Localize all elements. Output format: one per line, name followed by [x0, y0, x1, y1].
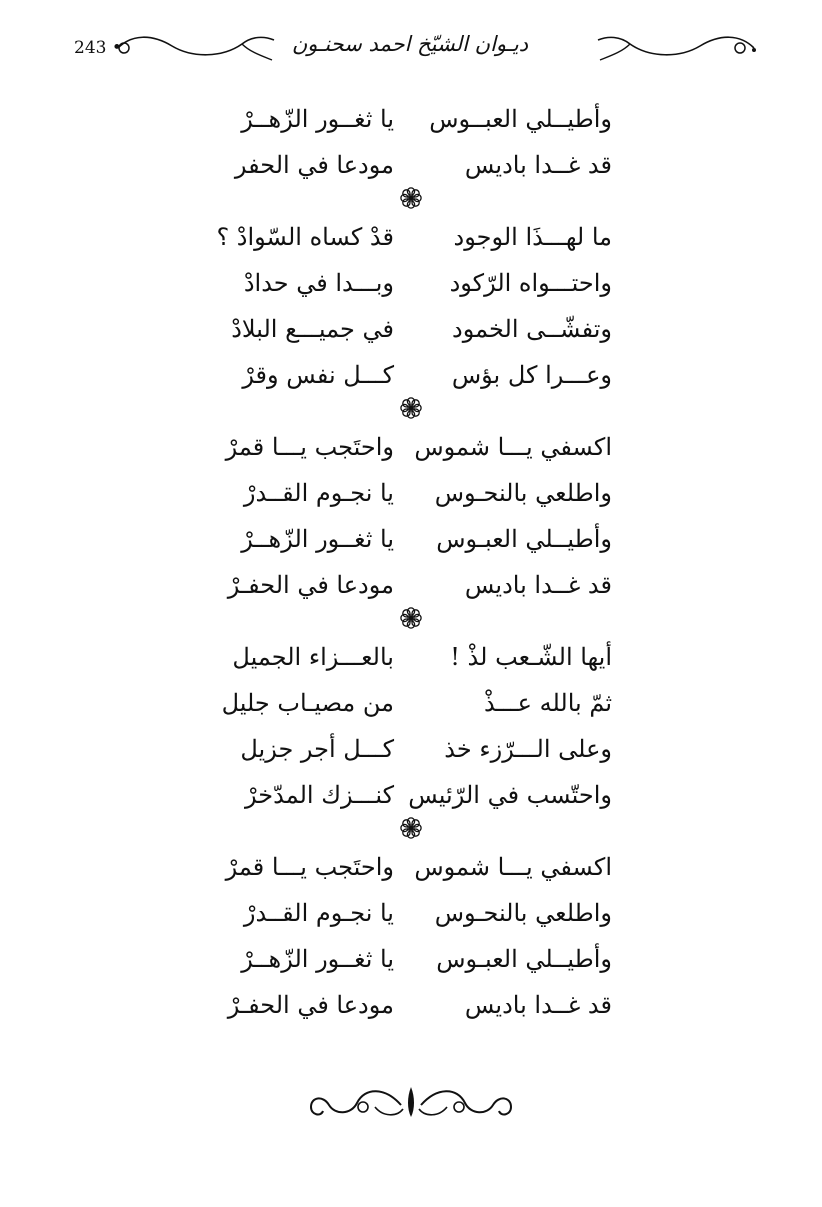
verse-second-hemistich: يا ثغــور الزّهــرْ: [241, 945, 394, 973]
verse-first-hemistich: واطلعي بالنحـوس: [434, 479, 612, 507]
verse-second-hemistich: قدْ كساه السّوادْ ؟: [216, 223, 394, 251]
verse-line: [0, 634, 822, 680]
verse-second-hemistich: مودعا في الحفـرْ: [227, 571, 394, 599]
verse-second-hemistich: كـــل أجر جزيل: [240, 735, 394, 763]
verse-line: [0, 142, 822, 188]
verse-first-hemistich: وعلى الـــرّزء خذ: [444, 735, 612, 763]
verse-first-hemistich: وأطيــلي العبــوس: [429, 105, 612, 133]
verse-line: [0, 306, 822, 352]
verse-line: [0, 772, 822, 818]
stanza-separator-icon: [399, 396, 423, 420]
verse-second-hemistich: واحتَجب يـــا قمرْ: [225, 433, 394, 461]
verse-second-hemistich: وبـــدا في حدادْ: [243, 269, 394, 297]
verse-first-hemistich: قد غــدا باديس: [464, 151, 612, 179]
stanza-separator-icon: [399, 186, 423, 210]
verse-first-hemistich: واطلعي بالنحـوس: [434, 899, 612, 927]
page-header: [60, 28, 760, 68]
verse-first-hemistich: واحتّسب في الرّئيس: [408, 781, 612, 809]
verse-second-hemistich: يا ثغــور الزّهــرْ: [241, 525, 394, 553]
verse-line: [0, 470, 822, 516]
stanza-separator-icon: [399, 816, 423, 840]
verse-line: [0, 352, 822, 398]
verse-second-hemistich: بالعـــزاء الجميل: [232, 643, 394, 671]
verse-first-hemistich: ما لهـــذَا الوجود: [453, 223, 612, 251]
verse-first-hemistich: قد غــدا باديس: [464, 991, 612, 1019]
verse-line: [0, 214, 822, 260]
verse-second-hemistich: يا نجـوم القــدرْ: [243, 479, 394, 507]
verse-second-hemistich: كـــل نفس وقرْ: [242, 361, 394, 389]
verse-second-hemistich: من مصيـاب جليل: [221, 689, 394, 717]
page-number: 243 •: [74, 38, 122, 58]
verse-first-hemistich: واحتـــواه الرّكود: [449, 269, 612, 297]
verse-second-hemistich: في جميـــع البلادْ: [231, 315, 394, 343]
verse-second-hemistich: مودعا في الحفـرْ: [227, 991, 394, 1019]
verse-line: [0, 936, 822, 982]
verse-line: [0, 260, 822, 306]
verse-second-hemistich: يا ثغــور الزّهــرْ: [241, 105, 394, 133]
verse-first-hemistich: وعـــرا كل بؤس: [451, 361, 612, 389]
footer-ornament-icon: [305, 1083, 517, 1127]
verse-first-hemistich: وأطيــلي العبـوس: [436, 945, 612, 973]
verse-first-hemistich: قد غــدا باديس: [464, 571, 612, 599]
verse-line: [0, 726, 822, 772]
verse-first-hemistich: ثمّ بالله عـــذْ: [483, 689, 612, 717]
verse-first-hemistich: أيها الشّـعب لذْ !: [450, 643, 612, 671]
verse-line: [0, 516, 822, 562]
verse-line: [0, 890, 822, 936]
stanza-separator-icon: [399, 606, 423, 630]
verse-first-hemistich: وتفشّــى الخمود: [452, 315, 612, 343]
book-title: ديـوان الشيّخ احمد سحنـون: [291, 32, 529, 56]
verse-second-hemistich: مودعا في الحفر: [234, 151, 394, 179]
verse-first-hemistich: اكسفي يـــا شموس: [414, 433, 612, 461]
verse-second-hemistich: يا نجـوم القــدرْ: [243, 899, 394, 927]
verse-first-hemistich: وأطيــلي العبـوس: [436, 525, 612, 553]
header-flourish-right: [580, 30, 760, 66]
verse-first-hemistich: اكسفي يـــا شموس: [414, 853, 612, 881]
verse-line: [0, 562, 822, 608]
verse-line: [0, 982, 822, 1028]
verse-second-hemistich: كنـــزك المدّخرْ: [245, 781, 394, 809]
verse-line: [0, 680, 822, 726]
verse-second-hemistich: واحتَجب يـــا قمرْ: [225, 853, 394, 881]
verse-line: [0, 424, 822, 470]
verse-line: [0, 96, 822, 142]
verse-line: [0, 844, 822, 890]
